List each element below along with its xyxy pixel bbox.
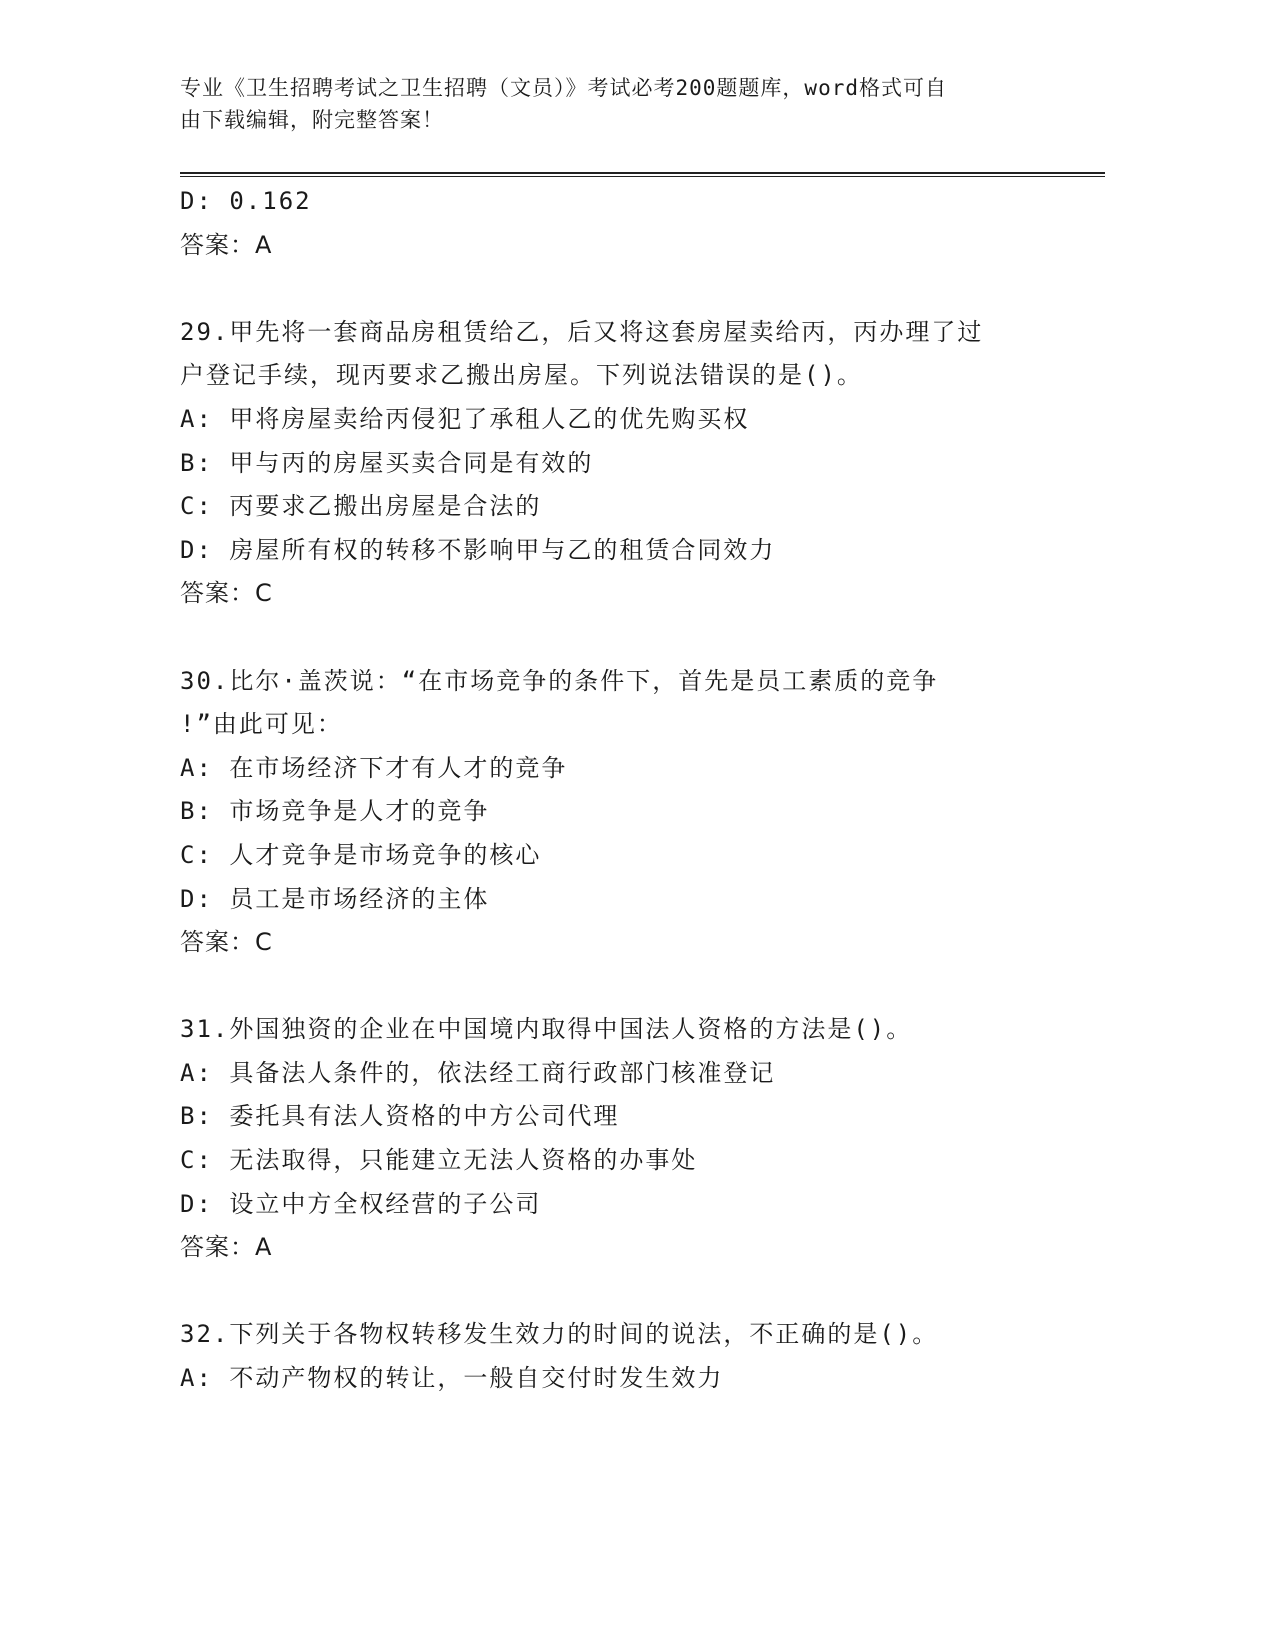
option-c: C: 丙要求乙搬出房屋是合法的	[180, 492, 542, 521]
answer-line: 答案：C	[180, 579, 273, 608]
question-block	[180, 1008, 1080, 1270]
option-b: B: 甲与丙的房屋买卖合同是有效的	[180, 448, 594, 477]
option-d: D: 设立中方全权经营的子公司	[180, 1189, 542, 1218]
option-c: C: 无法取得，只能建立无法人资格的办事处	[180, 1146, 698, 1175]
answer-line: 答案：A	[180, 1233, 273, 1262]
option-d: D: 房屋所有权的转移不影响甲与乙的租赁合同效力	[180, 535, 776, 564]
answer-line: 答案：A	[180, 230, 273, 259]
option-b: B: 市场竞争是人才的竞争	[180, 797, 490, 826]
header-divider-thin	[180, 176, 1105, 177]
question-stem: 32.下列关于各物权转移发生效力的时间的说法，不正确的是()。	[180, 1320, 939, 1349]
option-a: A: 甲将房屋卖给丙侵犯了承租人乙的优先购买权	[180, 404, 750, 433]
header-divider-thick	[180, 172, 1105, 174]
option-a: A: 在市场经济下才有人才的竞争	[180, 753, 568, 782]
question-block	[180, 660, 1080, 965]
answer-line: 答案：C	[180, 928, 273, 957]
option-c: C: 人才竞争是市场竞争的核心	[180, 840, 542, 869]
question-block	[180, 1313, 1080, 1400]
question-block	[180, 311, 1080, 616]
page-header	[180, 72, 1050, 136]
option-a: A: 具备法人条件的，依法经工商行政部门核准登记	[180, 1058, 776, 1087]
option-a: A: 不动产物权的转让，一般自交付时发生效力	[180, 1364, 724, 1393]
option-b: B: 委托具有法人资格的中方公司代理	[180, 1102, 620, 1131]
question-stem: !”由此可见：	[180, 710, 343, 739]
header-line-2: 由下载编辑，附完整答案！	[180, 108, 444, 132]
option-d: D: 0.162	[180, 187, 312, 215]
document-body	[180, 180, 1080, 1401]
question-stem: 30.比尔·盖茨说：“在市场竞争的条件下，首先是员工素质的竞争	[180, 666, 939, 695]
question-stem: 31.外国独资的企业在中国境内取得中国法人资格的方法是()。	[180, 1015, 913, 1044]
header-line-1: 专业《卫生招聘考试之卫生招聘（文员）》考试必考200题题库，word格式可自	[180, 76, 947, 100]
question-stem: 户登记手续，现丙要求乙搬出房屋。下列说法错误的是()。	[180, 361, 863, 390]
option-d: D: 员工是市场经济的主体	[180, 884, 490, 913]
question-stem: 29.甲先将一套商品房租赁给乙，后又将这套房屋卖给丙，丙办理了过	[180, 317, 984, 346]
